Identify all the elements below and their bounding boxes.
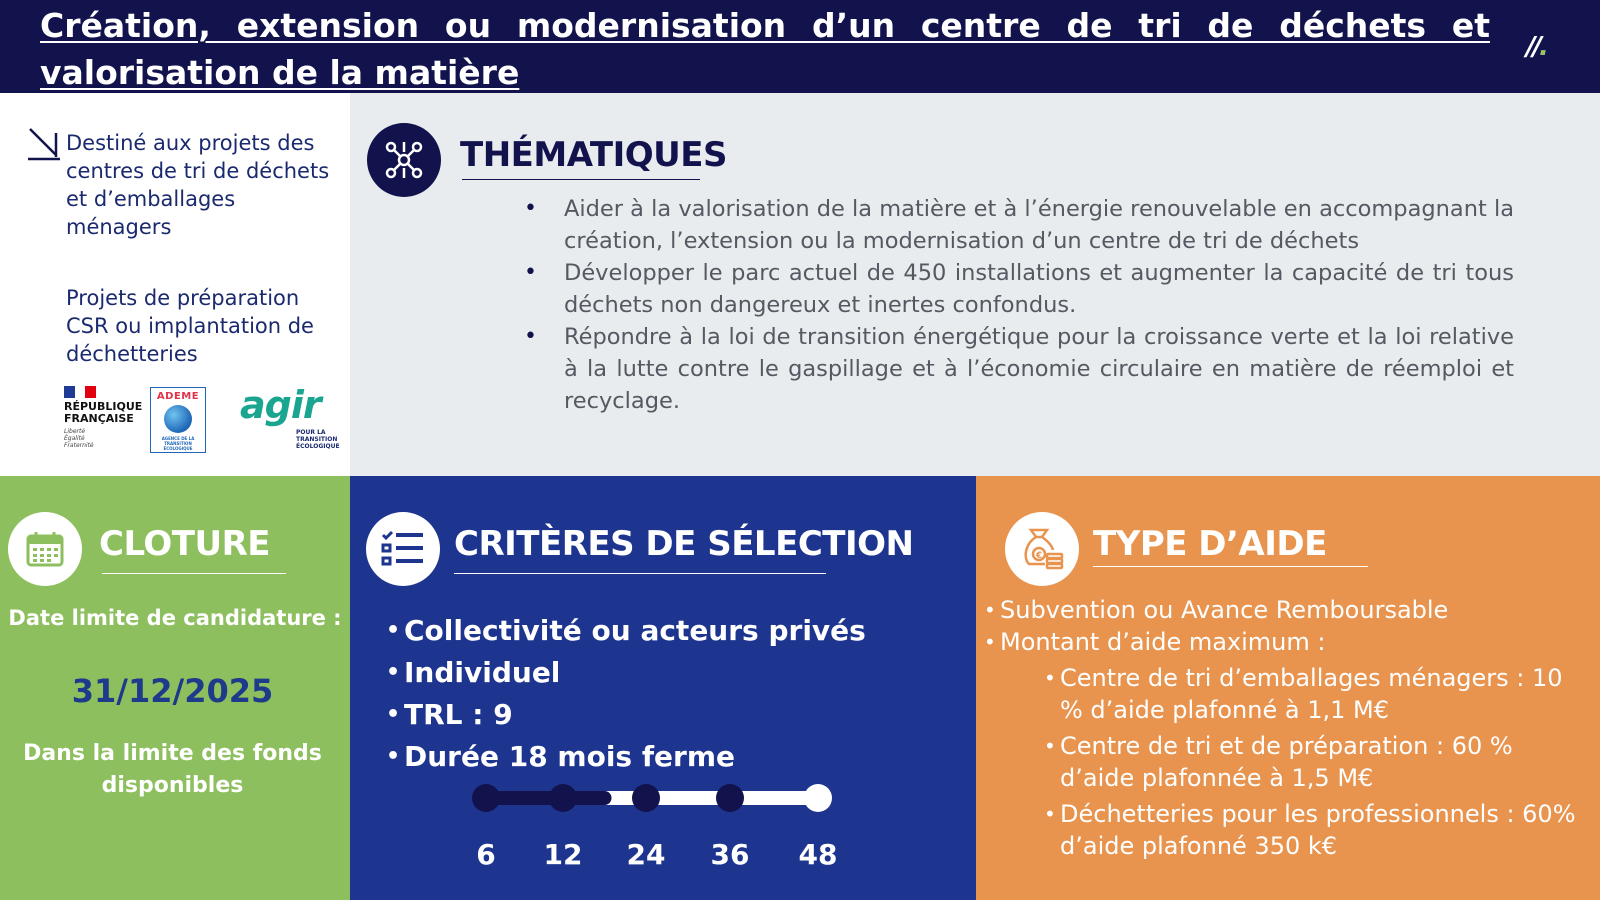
rf-motto1: Liberté: [64, 428, 86, 435]
thematique-item: • Aider à la valorisation de la matière et à l’énergie renouvelable en accompagnant la création, l’extension ou la modernisation d’un centre de tri de déchets: [524, 193, 1514, 257]
aide-item: Montant d’aide maximum :: [1000, 628, 1326, 656]
rf-line2: FRANÇAISE: [64, 412, 134, 425]
network-icon: [367, 123, 441, 197]
criteres-title: CRITÈRES DE SÉLECTION: [454, 524, 914, 564]
timeline-label: 6: [476, 838, 496, 871]
ademe-subtitle: AGENCE DE LA TRANSITION ÉCOLOGIQUE: [161, 436, 195, 451]
brand-mark: //.: [1526, 32, 1546, 62]
timeline-label: 36: [710, 838, 750, 871]
thematique-item: • Répondre à la loi de transition énergétique pour la croissance verte et la loi relative à la lutte contre le gaspillage et à l’économie circulaire en matière de réemploi et recyclage.: [524, 321, 1514, 417]
aide-panel: [976, 476, 1600, 900]
agir-logo: [240, 383, 340, 453]
ademe-logo: [150, 387, 206, 453]
projects-description: Projets de préparation CSR ou implantation de déchetteries: [66, 286, 314, 366]
thematique-item: • Développer le parc actuel de 450 installations et augmenter la capacité de tri tous déchets non dangereux et inertes confondus.: [524, 257, 1514, 321]
svg-text:€: €: [1036, 551, 1043, 561]
critere-item: • Collectivité ou acteurs privés: [386, 610, 866, 652]
agir-word: agir: [240, 383, 321, 427]
timeline-node: [716, 784, 744, 812]
deadline-date: 31/12/2025: [71, 672, 274, 710]
ademe-name: ADEME: [156, 391, 200, 402]
timeline-label: 48: [798, 838, 838, 871]
thematiques-panel: [350, 93, 1600, 476]
timeline-label: 24: [626, 838, 666, 871]
thematiques-title: THÉMATIQUES: [460, 135, 727, 175]
aide-subitem: • Centre de tri et de préparation : 60 % d’aide plafonnée à 1,5 M€: [1044, 730, 1592, 794]
duration-timeline: [350, 476, 976, 900]
aide-title: TYPE D’AIDE: [1093, 524, 1327, 564]
thematiques-list: [524, 193, 1514, 417]
cloture-title: CLOTURE: [99, 524, 271, 564]
deadline-label: Date limite de candidature :: [8, 606, 342, 630]
timeline-node: [549, 784, 577, 812]
agir-sub2: TRANSITION: [296, 436, 338, 443]
money-bag-icon: [1005, 512, 1079, 586]
aide-item-with-sublist: [984, 626, 1584, 862]
agir-sub1: POUR LA: [296, 429, 326, 436]
critere-item: • Durée 18 mois ferme: [386, 736, 866, 778]
cloture-underline: [102, 573, 286, 574]
aide-list: [984, 594, 1584, 862]
french-flag-icon: [64, 386, 96, 398]
aide-underline: [1093, 566, 1368, 567]
agir-sub3: ÉCOLOGIQUE: [296, 443, 340, 450]
timeline-node: [804, 784, 832, 812]
critere-item: • Individuel: [386, 652, 866, 694]
target-panel: [0, 93, 350, 476]
criteres-panel: [350, 476, 976, 900]
calendar-icon: [8, 512, 82, 586]
target-description: Destiné aux projets des centres de tri de déchets et d’emballages ménagers: [66, 131, 330, 239]
timeline-node: [632, 784, 660, 812]
timeline-node: [472, 784, 500, 812]
critere-item: • TRL : 9: [386, 694, 866, 736]
globe-icon: [164, 405, 192, 433]
timeline-label: 12: [543, 838, 583, 871]
rf-motto2: Égalité: [64, 435, 85, 442]
header-banner: [0, 0, 1600, 93]
funds-note: Dans la limite des fonds disponibles: [23, 741, 322, 798]
aide-subitem: • Déchetteries pour les professionnels : 60% d’aide plafonné 350 k€: [1044, 798, 1592, 862]
arrow-down-right-icon: [26, 127, 62, 165]
thematiques-underline: [462, 179, 700, 180]
aide-subitem: • Centre de tri d’emballages ménagers : 10 % d’aide plafonné à 1,1 M€: [1044, 662, 1592, 726]
rf-line1: RÉPUBLIQUE: [64, 400, 143, 413]
republique-francaise-logo: [64, 386, 144, 449]
rf-motto3: Fraternité: [64, 442, 94, 449]
aide-item: • Subvention ou Avance Remboursable: [984, 594, 1584, 626]
page-title: Création, extension ou modernisation d’un centre de tri de déchets et valorisation de la matière: [40, 6, 1490, 92]
cloture-panel: [0, 476, 350, 900]
aide-sublist: [1044, 662, 1592, 862]
